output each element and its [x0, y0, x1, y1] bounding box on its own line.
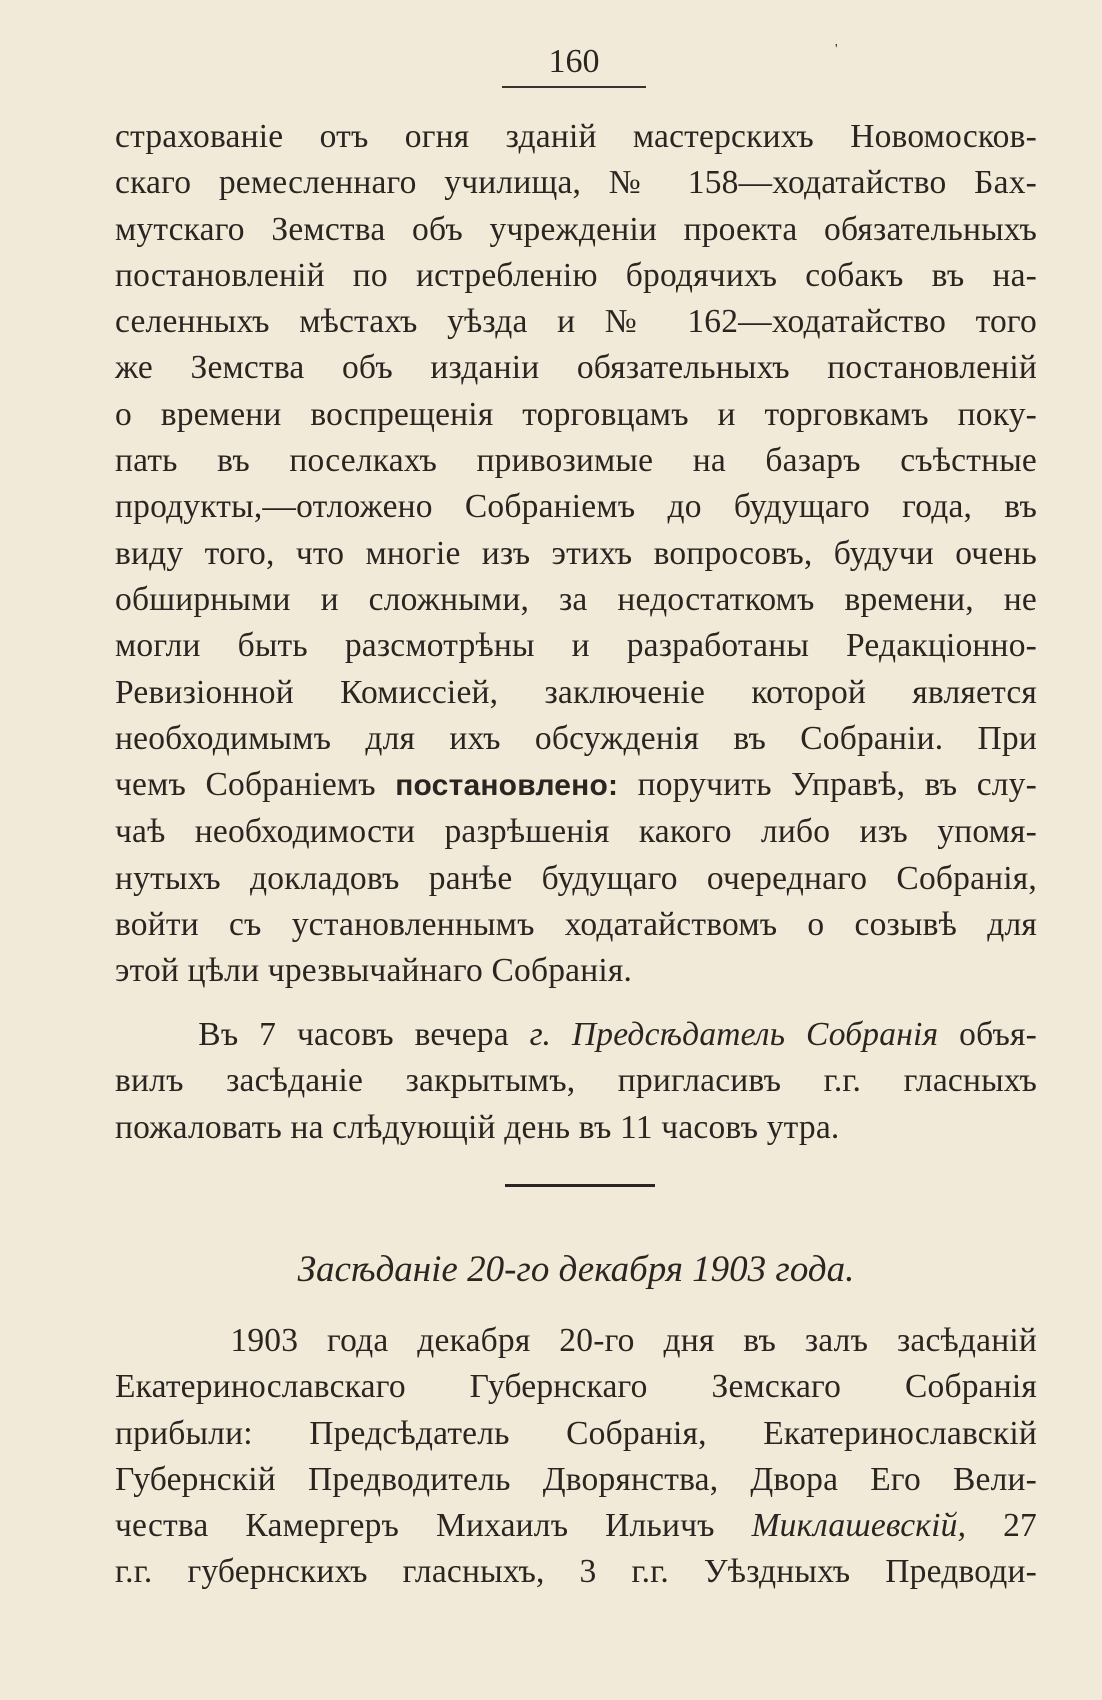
page-number-underline: [502, 86, 646, 88]
text-line: 1903 года декабря 20-го дня въ залъ засѣданій: [115, 1322, 1037, 1359]
paragraph-1: [115, 114, 1037, 995]
text-segment: поручить Управѣ, въ слу-: [618, 766, 1037, 804]
text-line: чаѣ необходимости разрѣшенія какого либо изъ упомя-: [115, 813, 1037, 851]
text-line: [115, 1012, 1037, 1058]
paragraph-2: [115, 1012, 1037, 1151]
text-line: нутыхъ докладовъ ранѣе будущаго очереднаго Собранія,: [115, 859, 1037, 897]
text-line: же Земства объ изданіи обязательныхъ постановленій: [115, 349, 1037, 387]
italic-text: г. Предсѣдатель Собранія: [529, 1016, 939, 1053]
italic-text: Миклашевскій,: [751, 1507, 967, 1545]
text-line: виду того, что многіе изъ этихъ вопросовъ, будучи очень: [115, 534, 1037, 572]
bold-text: постановлено:: [395, 769, 619, 803]
text-line: необходимымъ для ихъ обсужденія въ Собраніи. При: [115, 719, 1037, 757]
text-line: обширными и сложными, за недостаткомъ времени, не: [115, 580, 1037, 618]
text-line: скаго ремесленнаго училища, № 158—ходатайство Бах-: [115, 164, 1037, 202]
text-segment: 27: [966, 1507, 1037, 1545]
text-line: пать въ поселкахъ привозимые на базаръ съѣстные: [115, 442, 1037, 480]
text-line: вилъ засѣданіе закрытымъ, пригласивъ г.г. гласныхъ: [115, 1062, 1037, 1100]
text-line: Ревизіонной Комиссіей, заключеніе которой является: [115, 673, 1037, 711]
text-line: [115, 1503, 1037, 1549]
text-line: о времени воспрещенія торговцамъ и торговкамъ поку-: [115, 395, 1037, 433]
text-segment: чемъ Собраніемъ: [115, 766, 396, 804]
text-line: постановленій по истребленію бродячихъ собакъ въ на-: [115, 256, 1037, 294]
text-line: [115, 762, 1037, 809]
text-line: прибыли: Предсѣдатель Собранія, Екатеринославскій: [115, 1414, 1037, 1452]
text-line: войти съ установленнымъ ходатайствомъ о созывѣ для: [115, 906, 1037, 944]
page-mark: ': [835, 42, 838, 57]
text-segment: чества Камергеръ Михаилъ Ильичъ: [115, 1507, 752, 1545]
session-heading: Засѣданіе 20-го декабря 1903 года.: [297, 1249, 855, 1290]
paragraph-3: [115, 1318, 1037, 1596]
text-line: г.г. губернскихъ гласныхъ, 3 г.г. Уѣздныхъ Предводи-: [115, 1553, 1037, 1591]
text-segment: объя-: [938, 1016, 1037, 1053]
page-number: 160: [548, 43, 600, 80]
text-line: Екатеринославскаго Губернскаго Земскаго Собранія: [115, 1368, 1037, 1406]
text-line: страхованіе отъ огня зданій мастерскихъ Новомосков-: [115, 118, 1037, 155]
text-segment: Въ 7 часовъ вечера: [115, 1016, 530, 1053]
text-line: продукты,—отложено Собраніемъ до будущаго года, въ: [115, 488, 1037, 526]
text-line: могли быть разсмотрѣны и разработаны Редакціонно-: [115, 627, 1037, 665]
text-line: этой цѣли чрезвычайнаго Собранія.: [115, 952, 633, 990]
text-line: Губернскій Предводитель Дворянства, Двора Его Вели-: [115, 1460, 1037, 1498]
text-line: пожаловать на слѣдующій день въ 11 часовъ утра.: [115, 1108, 840, 1146]
section-divider: [505, 1184, 655, 1187]
text-line: мутскаго Земства объ учрежденіи проекта обязательныхъ: [115, 210, 1037, 248]
text-line: селенныхъ мѣстахъ уѣзда и № 162—ходатайство того: [115, 303, 1037, 341]
